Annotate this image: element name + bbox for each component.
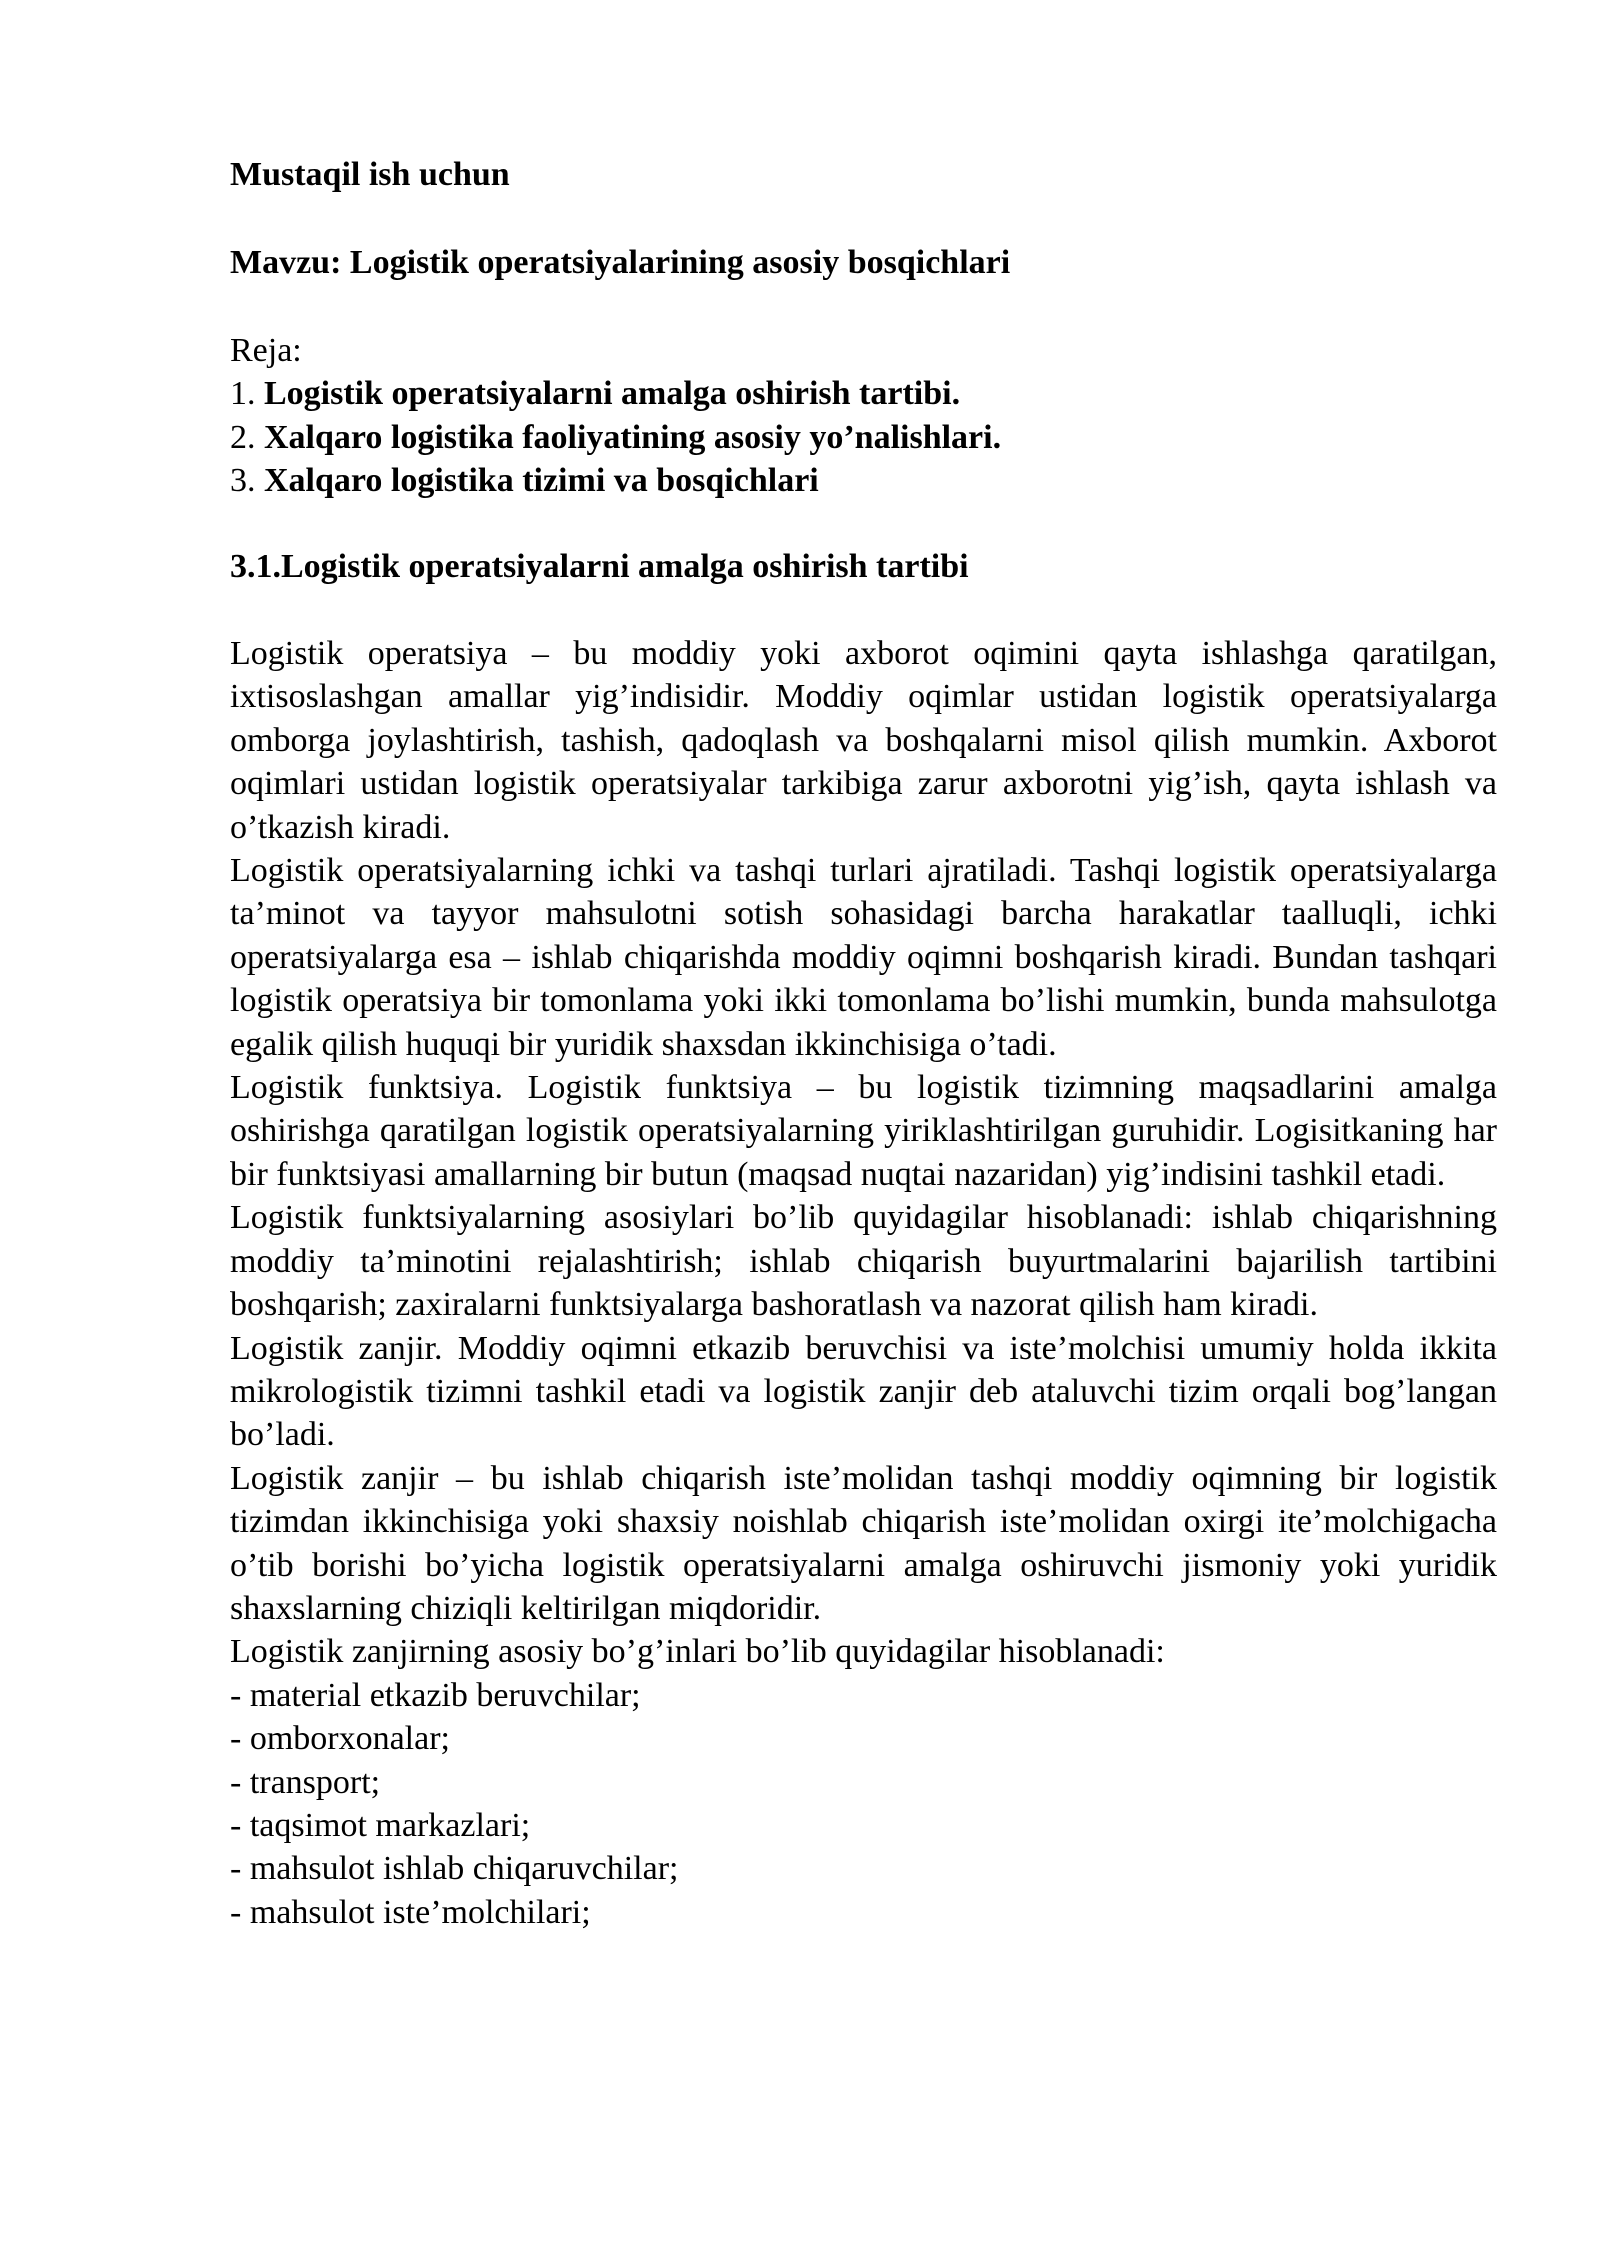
paragraph: Logistik zanjirning asosiy bo’g’inlari bo’lib quyidagilar hisoblanadi:	[230, 1633, 1165, 1671]
plan-item-text: Xalqaro logistika tizimi va bosqichlari	[264, 462, 819, 500]
bullet-item: - material etkazib beruvchilar;	[230, 1676, 641, 1714]
plan-item-text: Logistik operatsiyalarni amalga oshirish tartibi.	[264, 375, 961, 413]
paragraph: Logistik funktsiyalarning asosiylari bo’lib quyidagilar hisoblanadi: ishlab chiqarishning moddiy ta’minotini rejalashtirish; ishlab chiqarish buyurtmalarini bajarilish tartibini boshqarish; zaxiralarni funktsiyalarga bashoratlash va nazorat qilish ham kiradi.	[230, 1199, 1497, 1324]
body-text	[230, 632, 1497, 1934]
document-title: Mustaqil ish uchun	[230, 156, 510, 193]
plan-section	[230, 329, 1001, 503]
plan-item	[230, 459, 1001, 502]
paragraph: Logistik operatsiyalarning ichki va tashqi turlari ajratiladi. Tashqi logistik operatsiyalarga ta’minot va tayyor mahsulotni sotish sohasidagi barcha harakatlar taalluqli, ichki operatsiyalarga esa – ishlab chiqarishda moddiy oqimni boshqarish kiradi. Bundan tashqari logistik operatsiya bir tomonlama yoki ikki tomonlama bo’lishi mumkin, bunda mahsulotga egalik qilish huquqi bir yuridik shaxsdan ikkinchisiga o’tadi.	[230, 852, 1497, 1063]
paragraph: Logistik zanjir. Moddiy oqimni etkazib beruvchisi va iste’molchisi umumiy holda ikkita mikrologistik tizimni tashkil etadi va logistik zanjir deb ataluvchi tizim orqali bog’langan bo’ladi.	[230, 1329, 1497, 1454]
plan-item-number: 3.	[230, 462, 264, 500]
bullet-item: - taqsimot markazlari;	[230, 1806, 531, 1844]
plan-label: Reja:	[230, 332, 302, 369]
plan-item	[230, 416, 1001, 459]
paragraph: Logistik zanjir – bu ishlab chiqarish iste’molidan tashqi moddiy oqimning bir logistik tizimdan ikkinchisiga yoki shaxsiy noishlab chiqarish iste’molidan oxirgi ite’molchigacha o’tib borishi bo’yicha logistik operatsiyalarni amalga oshiruvchi jismoniy yoki yuridik shaxslarning chiziqli keltirilgan miqdoridir.	[230, 1459, 1497, 1627]
bullet-item: - omborxonalar;	[230, 1720, 450, 1758]
plan-item-number: 1.	[230, 375, 264, 413]
paragraph: Logistik funktsiya. Logistik funktsiya – bu logistik tizimning maqsadlarini amalga oshirishga qaratilgan logistik operatsiyalarning yiriklashtirilgan guruhidir. Logisitkaning har bir funktsiyasi amallarning bir butun (maqsad nuqtai nazaridan) yig’indisini tashkil etadi.	[230, 1069, 1497, 1193]
section-heading: 3.1.Logistik operatsiyalarni amalga oshirish tartibi	[230, 548, 969, 585]
bullet-item: - mahsulot iste’molchilari;	[230, 1893, 591, 1931]
plan-item	[230, 372, 1001, 415]
bullet-item: - transport;	[230, 1763, 381, 1801]
plan-item-text: Xalqaro logistika faoliyatining asosiy yo’nalishlari.	[264, 418, 1002, 456]
plan-item-number: 2.	[230, 418, 264, 456]
document-topic: Mavzu: Logistik operatsiyalarining asosiy bosqichlari	[230, 244, 1011, 281]
paragraph: Logistik operatsiya – bu moddiy yoki axborot oqimini qayta ishlashga qaratilgan, ixtisoslashgan amallar yig’indisidir. Moddiy oqimlar ustidan logistik operatsiyalarga omborga joylashtirish, tashish, qadoqlash va boshqalarni misol qilish mumkin. Axborot oqimlari ustidan logistik operatsiyalar tarkibiga zarur axborotni yig’ish, qayta ishlash va o’tkazish kiradi.	[230, 635, 1497, 846]
bullet-item: - mahsulot ishlab chiqaruvchilar;	[230, 1850, 679, 1888]
